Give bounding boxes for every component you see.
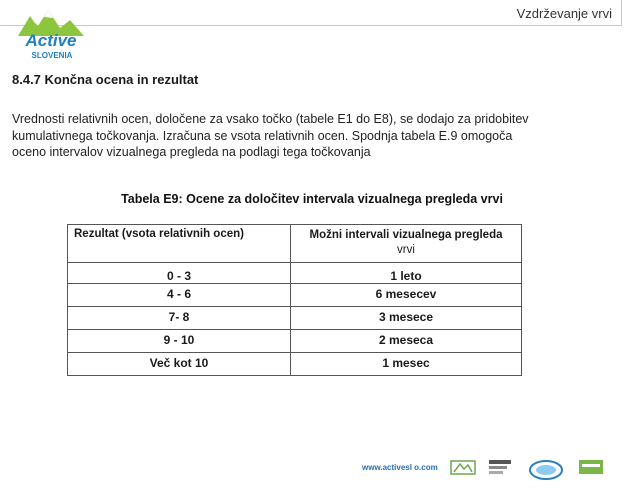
partner-logo-icon [450, 458, 476, 476]
score-cell: 7- 8 [68, 307, 291, 330]
svg-text:SLOVENIA: SLOVENIA [31, 51, 73, 60]
score-cell: Več kot 10 [68, 353, 291, 376]
section-title: 8.4.7 Končna ocena in rezultat [12, 72, 199, 87]
interval-cell: 1 leto [291, 263, 522, 284]
paragraph-line: oceno intervalov vizualnega pregleda na podlagi tega točkovanja [12, 145, 371, 159]
header-cell-score [68, 225, 291, 263]
header-title: Vzdrževanje vrvi [516, 6, 612, 21]
header-interval-label-1: Možni intervali vizualnega pregleda [309, 229, 503, 241]
interval-cell: 3 mesece [291, 307, 522, 330]
svg-text:Active: Active [25, 31, 77, 50]
body-paragraph [12, 111, 612, 161]
table-row [68, 330, 522, 353]
score-cell: 4 - 6 [68, 284, 291, 307]
table-row [68, 353, 522, 376]
table-row [68, 307, 522, 330]
score-cell: 9 - 10 [68, 330, 291, 353]
table-row [68, 284, 522, 307]
interval-cell: 6 mesecev [291, 284, 522, 307]
active-slovenia-logo-icon [14, 6, 88, 64]
header-interval-label-2: vrvi [397, 244, 415, 256]
header-score-label: Rezultat (vsota relativnih ocen) [74, 228, 244, 240]
interval-cell: 2 meseca [291, 330, 522, 353]
paragraph-line: kumulativnega točkovanja. Izračuna se vsota relativnih ocen. Spodnja tabela E.9 omogoča [12, 128, 513, 143]
inspection-interval-table [67, 224, 522, 376]
footer-url: www.activesl o.com [362, 463, 438, 472]
interval-cell: 1 mesec [291, 353, 522, 376]
table-row [68, 263, 522, 284]
score-cell: 0 - 3 [68, 263, 291, 284]
paragraph-line: Vrednosti relativnih ocen, določene za vsako točko (tabele E1 do E8), se dodajo za pridobitev [12, 112, 529, 126]
table-title: Tabela E9: Ocene za določitev intervala vizualnega pregleda vrvi [121, 192, 503, 206]
header-cell-interval [291, 225, 522, 263]
table-header-row [68, 225, 522, 263]
eu-fund-logo-icon [528, 458, 564, 480]
cert-logo-icon [578, 458, 604, 476]
chamber-logo-icon [487, 458, 513, 478]
